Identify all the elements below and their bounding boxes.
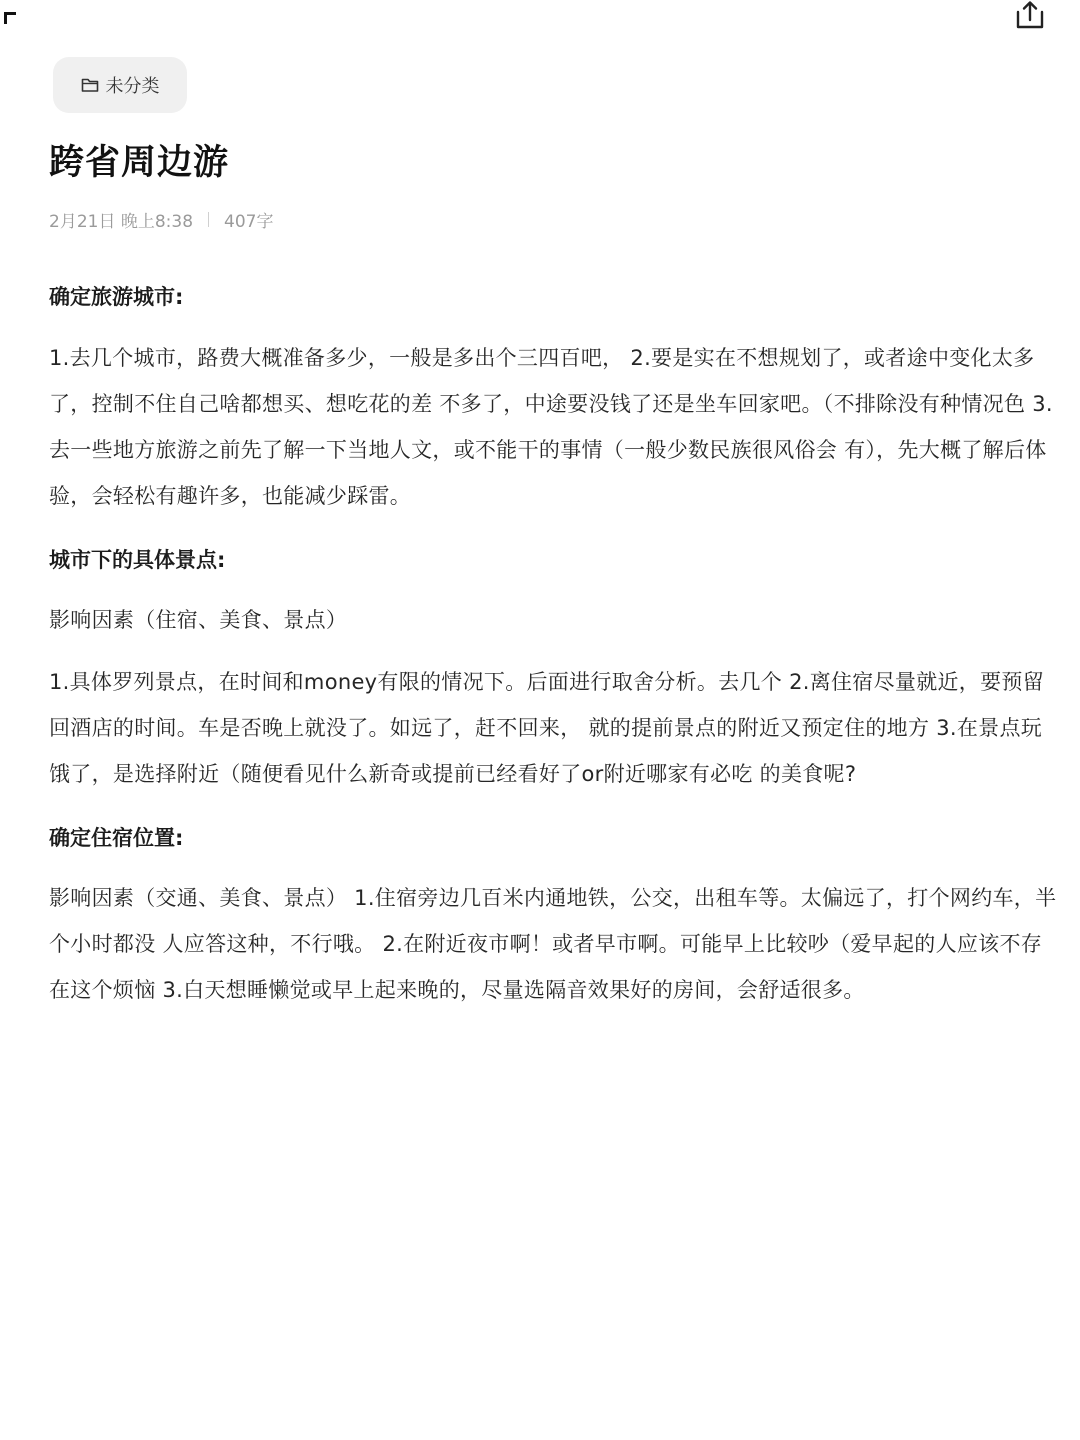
paragraph-lodging: 影响因素（交通、美食、景点） 1.住宿旁边几百米内通地铁，公交，出租车等。太偏远了，打个网约车，半个小时都没 人应答这种，不行哦。 2.在附近夜市啊！或者早市啊。可能早上比较吵（爱早起的人应该不存在这个烦恼 3.白天想睡懒觉或早上起来晚的，尽量选隔音效果好的房间，会舒适很多。 xyxy=(49,886,1057,1002)
section-heading-city: 确定旅游城市: xyxy=(49,285,184,309)
paragraph-spots: 1.具体罗列景点，在时间和money有限的情况下。后面进行取舍分析。去几个 2.离住宿尽量就近，要预留回酒店的时间。车是否晚上就没了。如远了，赶不回来， 就的提前景点的附近又预定住的地方 3.在景点玩饿了，是选择附近（随便看见什么新奇或提前已经看好了or附近哪家有必吃 的美食呢? xyxy=(49,670,1045,786)
paragraph-city: 1.去几个城市，路费大概准备多少，一般是多出个三四百吧， 2.要是实在不想规划了，或者途中变化太多了，控制不住自己啥都想买、想吃花的差 不多了，中途要没钱了还是坐车回家吧。（不排除没有种情况色 3.去一些地方旅游之前先了解一下当地人文，或不能干的事情（一般少数民族很风俗会 有），先大概了解后体验，会轻松有趣许多，也能减少踩雷。 xyxy=(49,346,1053,508)
meta-divider xyxy=(208,212,209,227)
folder-icon xyxy=(81,77,99,93)
note-meta xyxy=(49,207,273,232)
word-count: 407字 xyxy=(224,212,274,232)
section-heading-lodging: 确定住宿位置: xyxy=(49,826,184,850)
share-icon xyxy=(1014,0,1046,30)
note-body[interactable] xyxy=(49,276,1059,1013)
back-button[interactable] xyxy=(4,12,16,24)
note-title[interactable]: 跨省周边游 xyxy=(49,143,230,183)
section-heading-spots: 城市下的具体景点: xyxy=(49,548,226,572)
category-chip[interactable] xyxy=(53,57,187,113)
category-label: 未分类 xyxy=(105,76,160,97)
note-date: 2月21日 晚上8:38 xyxy=(49,212,194,232)
paragraph-spots-factors: 影响因素（住宿、美食、景点） xyxy=(49,608,348,632)
share-button[interactable] xyxy=(1014,0,1046,30)
